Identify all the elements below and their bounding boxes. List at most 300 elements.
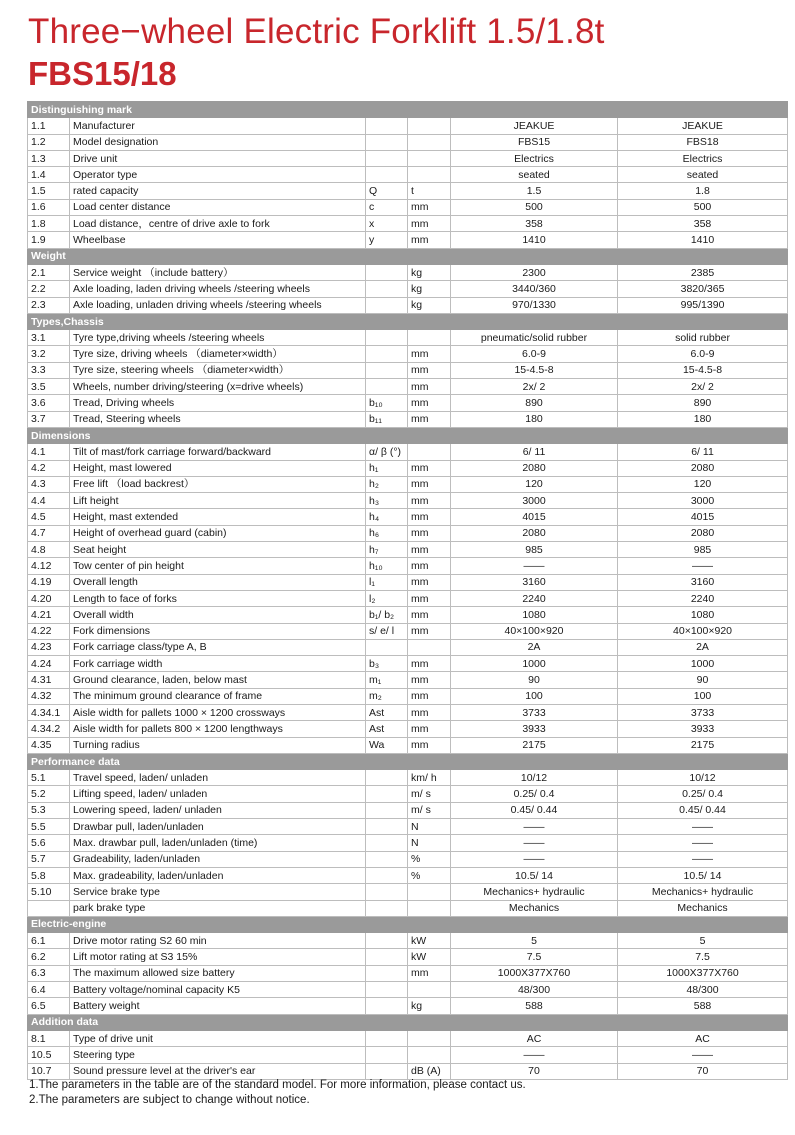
- fbs18-value-cell: 6/ 11: [618, 444, 788, 460]
- fbs18-value-cell: 1000: [618, 656, 788, 672]
- spec-row: [28, 330, 788, 346]
- symbol-cell: h₇: [366, 542, 408, 558]
- fbs18-value-cell: 1.8: [618, 183, 788, 199]
- fbs18-value-cell: 2A: [618, 639, 788, 655]
- fbs15-value-cell: 10/12: [451, 770, 618, 786]
- unit-cell: dB (A): [408, 1063, 451, 1079]
- fbs18-value-cell: 6.0-9: [618, 346, 788, 362]
- unit-cell: mm: [408, 590, 451, 606]
- item-number-cell: 4.34.2: [28, 721, 70, 737]
- parameter-name-cell: Tread, Driving wheels: [70, 395, 366, 411]
- spec-row: [28, 590, 788, 606]
- fbs15-value-cell: 6.0-9: [451, 346, 618, 362]
- spec-row: [28, 362, 788, 378]
- item-number-cell: 4.3: [28, 476, 70, 492]
- section-title: Performance data: [28, 753, 788, 769]
- parameter-name-cell: Axle loading, unladen driving wheels /steering wheels: [70, 297, 366, 313]
- spec-row: [28, 574, 788, 590]
- item-number-cell: 5.10: [28, 884, 70, 900]
- unit-cell: t: [408, 183, 451, 199]
- unit-cell: %: [408, 867, 451, 883]
- symbol-cell: [366, 118, 408, 134]
- symbol-cell: h₁₀: [366, 558, 408, 574]
- spec-row: [28, 1063, 788, 1079]
- symbol-cell: b₁₁: [366, 411, 408, 427]
- fbs18-value-cell: 3820/365: [618, 281, 788, 297]
- parameter-name-cell: Drive motor rating S2 60 min: [70, 933, 366, 949]
- spec-row: [28, 183, 788, 199]
- unit-cell: [408, 884, 451, 900]
- fbs18-value-cell: 90: [618, 672, 788, 688]
- item-number-cell: 10.7: [28, 1063, 70, 1079]
- fbs18-value-cell: 3733: [618, 704, 788, 720]
- unit-cell: kg: [408, 264, 451, 280]
- parameter-name-cell: Gradeability, laden/unladen: [70, 851, 366, 867]
- unit-cell: mm: [408, 362, 451, 378]
- spec-row: [28, 346, 788, 362]
- parameter-name-cell: Max. drawbar pull, laden/unladen (time): [70, 835, 366, 851]
- spec-row: [28, 281, 788, 297]
- parameter-name-cell: Lift height: [70, 493, 366, 509]
- fbs18-value-cell: 4015: [618, 509, 788, 525]
- unit-cell: N: [408, 835, 451, 851]
- spec-row: [28, 770, 788, 786]
- item-number-cell: 8.1: [28, 1030, 70, 1046]
- spec-row: [28, 688, 788, 704]
- fbs15-value-cell: 2A: [451, 639, 618, 655]
- unit-cell: mm: [408, 558, 451, 574]
- fbs18-value-cell: 180: [618, 411, 788, 427]
- parameter-name-cell: Overall width: [70, 607, 366, 623]
- item-number-cell: 1.6: [28, 199, 70, 215]
- unit-cell: m/ s: [408, 802, 451, 818]
- unit-cell: [408, 444, 451, 460]
- spec-row: [28, 460, 788, 476]
- symbol-cell: α/ β (°): [366, 444, 408, 460]
- section-title: Distinguishing mark: [28, 102, 788, 118]
- fbs15-value-cell: 5: [451, 933, 618, 949]
- fbs15-value-cell: 1000: [451, 656, 618, 672]
- fbs15-value-cell: seated: [451, 167, 618, 183]
- parameter-name-cell: Operator type: [70, 167, 366, 183]
- item-number-cell: 6.1: [28, 933, 70, 949]
- spec-row: [28, 264, 788, 280]
- unit-cell: mm: [408, 395, 451, 411]
- parameter-name-cell: Drive unit: [70, 150, 366, 166]
- fbs15-value-cell: 2x/ 2: [451, 379, 618, 395]
- spec-row: [28, 134, 788, 150]
- fbs18-value-cell: 0.25/ 0.4: [618, 786, 788, 802]
- spec-row: [28, 998, 788, 1014]
- item-number-cell: 4.8: [28, 542, 70, 558]
- fbs15-value-cell: 890: [451, 395, 618, 411]
- item-number-cell: 6.2: [28, 949, 70, 965]
- item-number-cell: 5.2: [28, 786, 70, 802]
- unit-cell: mm: [408, 525, 451, 541]
- symbol-cell: x: [366, 216, 408, 232]
- spec-row: [28, 965, 788, 981]
- symbol-cell: [366, 819, 408, 835]
- fbs15-value-cell: 0.45/ 0.44: [451, 802, 618, 818]
- unit-cell: mm: [408, 216, 451, 232]
- unit-cell: [408, 1047, 451, 1063]
- fbs15-value-cell: ——: [451, 1047, 618, 1063]
- unit-cell: mm: [408, 232, 451, 248]
- section-title: Addition data: [28, 1014, 788, 1030]
- fbs18-value-cell: ——: [618, 835, 788, 851]
- parameter-name-cell: Aisle width for pallets 1000 × 1200 crossways: [70, 704, 366, 720]
- fbs18-value-cell: 40×100×920: [618, 623, 788, 639]
- parameter-name-cell: Tread, Steering wheels: [70, 411, 366, 427]
- unit-cell: [408, 639, 451, 655]
- spec-row: [28, 493, 788, 509]
- document-title: Three−wheel Electric Forklift 1.5/1.8t: [28, 12, 605, 51]
- unit-cell: [408, 118, 451, 134]
- item-number-cell: 3.5: [28, 379, 70, 395]
- fbs18-value-cell: 500: [618, 199, 788, 215]
- fbs15-value-cell: 4015: [451, 509, 618, 525]
- symbol-cell: h₆: [366, 525, 408, 541]
- unit-cell: kW: [408, 933, 451, 949]
- symbol-cell: y: [366, 232, 408, 248]
- spec-row: [28, 982, 788, 998]
- footnote-1: 1.The parameters in the table are of the standard model. For more information, please contact us.: [29, 1079, 526, 1091]
- symbol-cell: m₁: [366, 672, 408, 688]
- parameter-name-cell: Tyre type,driving wheels /steering wheels: [70, 330, 366, 346]
- symbol-cell: [366, 867, 408, 883]
- fbs15-value-cell: 40×100×920: [451, 623, 618, 639]
- symbol-cell: h₄: [366, 509, 408, 525]
- symbol-cell: [366, 379, 408, 395]
- spec-row: [28, 297, 788, 313]
- unit-cell: mm: [408, 379, 451, 395]
- fbs15-value-cell: 1000X377X760: [451, 965, 618, 981]
- item-number-cell: 1.4: [28, 167, 70, 183]
- item-number-cell: 4.21: [28, 607, 70, 623]
- spec-row: [28, 704, 788, 720]
- fbs18-value-cell: 10/12: [618, 770, 788, 786]
- fbs15-value-cell: 10.5/ 14: [451, 867, 618, 883]
- spec-row: [28, 949, 788, 965]
- fbs18-value-cell: 120: [618, 476, 788, 492]
- spec-row: [28, 558, 788, 574]
- parameter-name-cell: Type of drive unit: [70, 1030, 366, 1046]
- fbs15-value-cell: 3440/360: [451, 281, 618, 297]
- unit-cell: mm: [408, 493, 451, 509]
- fbs15-value-cell: Mechanics: [451, 900, 618, 916]
- fbs15-value-cell: Mechanics+ hydraulic: [451, 884, 618, 900]
- unit-cell: mm: [408, 672, 451, 688]
- symbol-cell: l₂: [366, 590, 408, 606]
- fbs15-value-cell: 2175: [451, 737, 618, 753]
- fbs18-value-cell: solid rubber: [618, 330, 788, 346]
- unit-cell: %: [408, 851, 451, 867]
- unit-cell: [408, 982, 451, 998]
- fbs15-value-cell: 985: [451, 542, 618, 558]
- spec-row: [28, 802, 788, 818]
- item-number-cell: 1.2: [28, 134, 70, 150]
- parameter-name-cell: Sound pressure level at the driver's ear: [70, 1063, 366, 1079]
- spec-row: [28, 867, 788, 883]
- fbs15-value-cell: pneumatic/solid rubber: [451, 330, 618, 346]
- parameter-name-cell: park brake type: [70, 900, 366, 916]
- symbol-cell: [366, 949, 408, 965]
- symbol-cell: b₁₀: [366, 395, 408, 411]
- symbol-cell: [366, 264, 408, 280]
- specification-table-body: [28, 102, 788, 1080]
- unit-cell: mm: [408, 704, 451, 720]
- fbs18-value-cell: 100: [618, 688, 788, 704]
- unit-cell: [408, 134, 451, 150]
- symbol-cell: l₁: [366, 574, 408, 590]
- parameter-name-cell: The minimum ground clearance of frame: [70, 688, 366, 704]
- spec-row: [28, 721, 788, 737]
- item-number-cell: 2.3: [28, 297, 70, 313]
- unit-cell: km/ h: [408, 770, 451, 786]
- parameter-name-cell: Fork carriage class/type A, B: [70, 639, 366, 655]
- spec-row: [28, 444, 788, 460]
- parameter-name-cell: Height, mast lowered: [70, 460, 366, 476]
- fbs15-value-cell: FBS15: [451, 134, 618, 150]
- unit-cell: kg: [408, 998, 451, 1014]
- symbol-cell: [366, 851, 408, 867]
- fbs18-value-cell: ——: [618, 558, 788, 574]
- fbs18-value-cell: 2240: [618, 590, 788, 606]
- fbs18-value-cell: 3933: [618, 721, 788, 737]
- symbol-cell: [366, 167, 408, 183]
- symbol-cell: [366, 1030, 408, 1046]
- item-number-cell: 1.3: [28, 150, 70, 166]
- symbol-cell: h₃: [366, 493, 408, 509]
- item-number-cell: 1.5: [28, 183, 70, 199]
- item-number-cell: 4.23: [28, 639, 70, 655]
- parameter-name-cell: Service brake type: [70, 884, 366, 900]
- parameter-name-cell: Height, mast extended: [70, 509, 366, 525]
- parameter-name-cell: Tow center of pin height: [70, 558, 366, 574]
- unit-cell: mm: [408, 574, 451, 590]
- fbs18-value-cell: 890: [618, 395, 788, 411]
- fbs15-value-cell: 500: [451, 199, 618, 215]
- fbs18-value-cell: Mechanics: [618, 900, 788, 916]
- symbol-cell: [366, 770, 408, 786]
- item-number-cell: 2.1: [28, 264, 70, 280]
- unit-cell: mm: [408, 688, 451, 704]
- spec-row: [28, 900, 788, 916]
- fbs15-value-cell: 2240: [451, 590, 618, 606]
- fbs15-value-cell: 70: [451, 1063, 618, 1079]
- fbs15-value-cell: 3000: [451, 493, 618, 509]
- item-number-cell: [28, 900, 70, 916]
- unit-cell: mm: [408, 509, 451, 525]
- fbs18-value-cell: 588: [618, 998, 788, 1014]
- fbs15-value-cell: AC: [451, 1030, 618, 1046]
- fbs15-value-cell: 2080: [451, 460, 618, 476]
- symbol-cell: Wa: [366, 737, 408, 753]
- fbs18-value-cell: 985: [618, 542, 788, 558]
- spec-row: [28, 150, 788, 166]
- spec-row: [28, 232, 788, 248]
- spec-row: [28, 118, 788, 134]
- fbs18-value-cell: FBS18: [618, 134, 788, 150]
- fbs15-value-cell: 100: [451, 688, 618, 704]
- section-title: Electric-engine: [28, 916, 788, 932]
- spec-row: [28, 835, 788, 851]
- fbs15-value-cell: 15-4.5-8: [451, 362, 618, 378]
- unit-cell: kW: [408, 949, 451, 965]
- spec-row: [28, 1030, 788, 1046]
- unit-cell: mm: [408, 737, 451, 753]
- fbs18-value-cell: 995/1390: [618, 297, 788, 313]
- symbol-cell: [366, 281, 408, 297]
- spec-row: [28, 786, 788, 802]
- parameter-name-cell: Model designation: [70, 134, 366, 150]
- parameter-name-cell: Length to face of forks: [70, 590, 366, 606]
- item-number-cell: 10.5: [28, 1047, 70, 1063]
- fbs15-value-cell: 90: [451, 672, 618, 688]
- fbs18-value-cell: ——: [618, 819, 788, 835]
- parameter-name-cell: Lift motor rating at S3 15%: [70, 949, 366, 965]
- fbs15-value-cell: ——: [451, 819, 618, 835]
- item-number-cell: 6.4: [28, 982, 70, 998]
- parameter-name-cell: The maximum allowed size battery: [70, 965, 366, 981]
- section-header-row: [28, 1014, 788, 1030]
- parameter-name-cell: Battery voltage/nominal capacity K5: [70, 982, 366, 998]
- unit-cell: mm: [408, 476, 451, 492]
- unit-cell: N: [408, 819, 451, 835]
- parameter-name-cell: Free lift （load backrest）: [70, 476, 366, 492]
- symbol-cell: [366, 150, 408, 166]
- unit-cell: [408, 330, 451, 346]
- item-number-cell: 3.2: [28, 346, 70, 362]
- fbs15-value-cell: 180: [451, 411, 618, 427]
- unit-cell: kg: [408, 281, 451, 297]
- parameter-name-cell: Lifting speed, laden/ unladen: [70, 786, 366, 802]
- symbol-cell: [366, 330, 408, 346]
- unit-cell: mm: [408, 199, 451, 215]
- parameter-name-cell: Travel speed, laden/ unladen: [70, 770, 366, 786]
- spec-row: [28, 216, 788, 232]
- fbs15-value-cell: 588: [451, 998, 618, 1014]
- fbs18-value-cell: 0.45/ 0.44: [618, 802, 788, 818]
- section-header-row: [28, 916, 788, 932]
- unit-cell: m/ s: [408, 786, 451, 802]
- symbol-cell: [366, 346, 408, 362]
- spec-row: [28, 167, 788, 183]
- unit-cell: mm: [408, 346, 451, 362]
- spec-row: [28, 411, 788, 427]
- symbol-cell: [366, 802, 408, 818]
- fbs18-value-cell: 3000: [618, 493, 788, 509]
- fbs18-value-cell: AC: [618, 1030, 788, 1046]
- spec-row: [28, 1047, 788, 1063]
- fbs18-value-cell: 15-4.5-8: [618, 362, 788, 378]
- parameter-name-cell: Wheelbase: [70, 232, 366, 248]
- item-number-cell: 4.20: [28, 590, 70, 606]
- symbol-cell: [366, 1047, 408, 1063]
- parameter-name-cell: Max. gradeability, laden/unladen: [70, 867, 366, 883]
- symbol-cell: [366, 835, 408, 851]
- fbs15-value-cell: Electrics: [451, 150, 618, 166]
- item-number-cell: 1.8: [28, 216, 70, 232]
- symbol-cell: Ast: [366, 704, 408, 720]
- section-title: Weight: [28, 248, 788, 264]
- parameter-name-cell: rated capacity: [70, 183, 366, 199]
- fbs15-value-cell: ——: [451, 835, 618, 851]
- item-number-cell: 4.5: [28, 509, 70, 525]
- item-number-cell: 3.3: [28, 362, 70, 378]
- item-number-cell: 5.7: [28, 851, 70, 867]
- item-number-cell: 4.19: [28, 574, 70, 590]
- symbol-cell: m₂: [366, 688, 408, 704]
- spec-row: [28, 623, 788, 639]
- spec-row: [28, 607, 788, 623]
- symbol-cell: [366, 1063, 408, 1079]
- fbs18-value-cell: ——: [618, 1047, 788, 1063]
- fbs18-value-cell: 5: [618, 933, 788, 949]
- model-heading: FBS15/18: [28, 55, 177, 92]
- spec-row: [28, 672, 788, 688]
- fbs15-value-cell: 3733: [451, 704, 618, 720]
- section-title: Types,Chassis: [28, 313, 788, 329]
- fbs15-value-cell: 1410: [451, 232, 618, 248]
- fbs18-value-cell: Electrics: [618, 150, 788, 166]
- parameter-name-cell: Lowering speed, laden/ unladen: [70, 802, 366, 818]
- spec-row: [28, 379, 788, 395]
- symbol-cell: [366, 134, 408, 150]
- fbs18-value-cell: 2385: [618, 264, 788, 280]
- parameter-name-cell: Tilt of mast/fork carriage forward/backward: [70, 444, 366, 460]
- spec-row: [28, 509, 788, 525]
- spec-row: [28, 542, 788, 558]
- fbs15-value-cell: 3933: [451, 721, 618, 737]
- fbs18-value-cell: 10.5/ 14: [618, 867, 788, 883]
- parameter-name-cell: Load center distance: [70, 199, 366, 215]
- fbs18-value-cell: JEAKUE: [618, 118, 788, 134]
- item-number-cell: 5.1: [28, 770, 70, 786]
- spec-row: [28, 884, 788, 900]
- specification-table: [27, 101, 788, 1080]
- fbs18-value-cell: 48/300: [618, 982, 788, 998]
- fbs15-value-cell: 6/ 11: [451, 444, 618, 460]
- unit-cell: [408, 900, 451, 916]
- fbs15-value-cell: 2080: [451, 525, 618, 541]
- item-number-cell: 6.5: [28, 998, 70, 1014]
- symbol-cell: [366, 639, 408, 655]
- symbol-cell: [366, 362, 408, 378]
- item-number-cell: 5.6: [28, 835, 70, 851]
- parameter-name-cell: Tyre size, steering wheels （diameter×width）: [70, 362, 366, 378]
- fbs18-value-cell: 2080: [618, 525, 788, 541]
- symbol-cell: Ast: [366, 721, 408, 737]
- fbs15-value-cell: 3160: [451, 574, 618, 590]
- symbol-cell: h₁: [366, 460, 408, 476]
- parameter-name-cell: Height of overhead guard (cabin): [70, 525, 366, 541]
- fbs15-value-cell: 2300: [451, 264, 618, 280]
- unit-cell: mm: [408, 460, 451, 476]
- item-number-cell: 4.35: [28, 737, 70, 753]
- item-number-cell: 5.3: [28, 802, 70, 818]
- fbs18-value-cell: 358: [618, 216, 788, 232]
- item-number-cell: 2.2: [28, 281, 70, 297]
- parameter-name-cell: Load distance，centre of drive axle to fork: [70, 216, 366, 232]
- spec-row: [28, 199, 788, 215]
- item-number-cell: 4.4: [28, 493, 70, 509]
- spec-row: [28, 656, 788, 672]
- item-number-cell: 3.1: [28, 330, 70, 346]
- unit-cell: [408, 150, 451, 166]
- symbol-cell: [366, 965, 408, 981]
- symbol-cell: [366, 786, 408, 802]
